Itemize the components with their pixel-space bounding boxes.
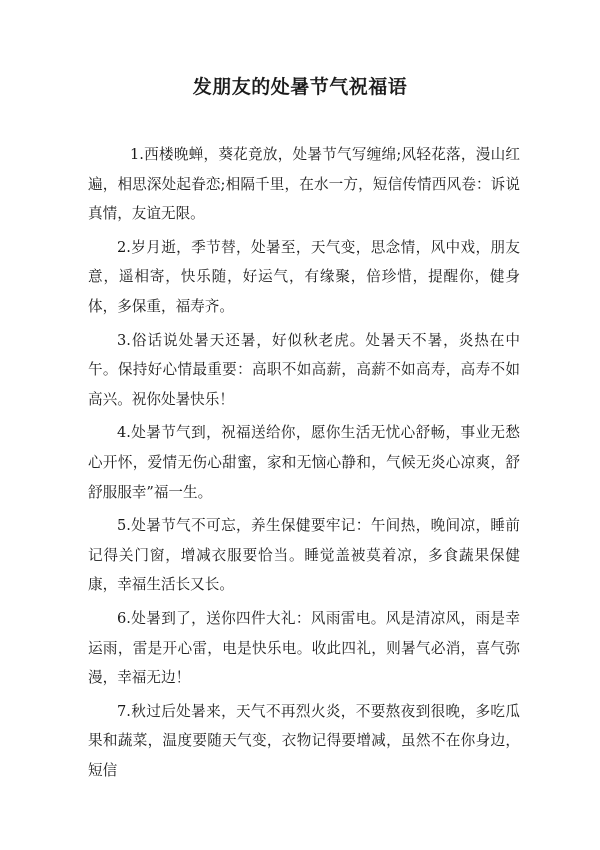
paragraph-6: 6.处暑到了，送你四件大礼：风雨雷电。风是清凉风，雨是幸运雨，雷是开心雷，电是快乐电。收此四礼，则暑气必消，喜气弥漫，幸福无边！ [88, 609, 520, 687]
document-title: 发朋友的处暑节气祝福语 [192, 76, 408, 98]
paragraph-7: 7.秋过后处暑来，天气不再烈火炎，不要熬夜到很晚，多吃瓜果和蔬菜，温度要随天气变，衣物记得要增减，虽然不在你身边，短信 [88, 702, 520, 779]
paragraph-3: 3.俗话说处暑天还暑，好似秋老虎。处暑天不暑，炎热在中午。保持好心情最重要：高职不如高薪，高薪不如高寿，高寿不如高兴。祝你处暑快乐！ [88, 331, 520, 408]
paragraph-1: 1.西楼晚蝉，葵花竟放，处暑节气写缠绵;风轻花落，漫山红遍，相思深处起眷恋;相隔千里，在水一方，短信传情西风卷：诉说真情，友谊无限。 [88, 146, 520, 223]
paragraph-2: 2.岁月逝，季节替，处暑至，天气变，思念情，风中戏，朋友意，遥相寄，快乐随，好运气，有缘聚，倍珍惜，提醒你，健身体，多保重，福寿齐。 [88, 238, 520, 315]
paragraph-5: 5.处暑节气不可忘，养生保健要牢记：午间热，晚间凉，睡前记得关门窗，增减衣服要恰当。睡觉盖被莫着凉，多食蔬果保健康，幸福生活长又长。 [88, 517, 520, 594]
document-body [88, 140, 520, 789]
paragraph-4: 4.处暑节气到，祝福送给你，愿你生活无忧心舒畅，事业无愁心开怀，爱情无伤心甜蜜，家和无恼心静和，气候无炎心凉爽，舒舒服服幸”福一生。 [88, 424, 520, 501]
